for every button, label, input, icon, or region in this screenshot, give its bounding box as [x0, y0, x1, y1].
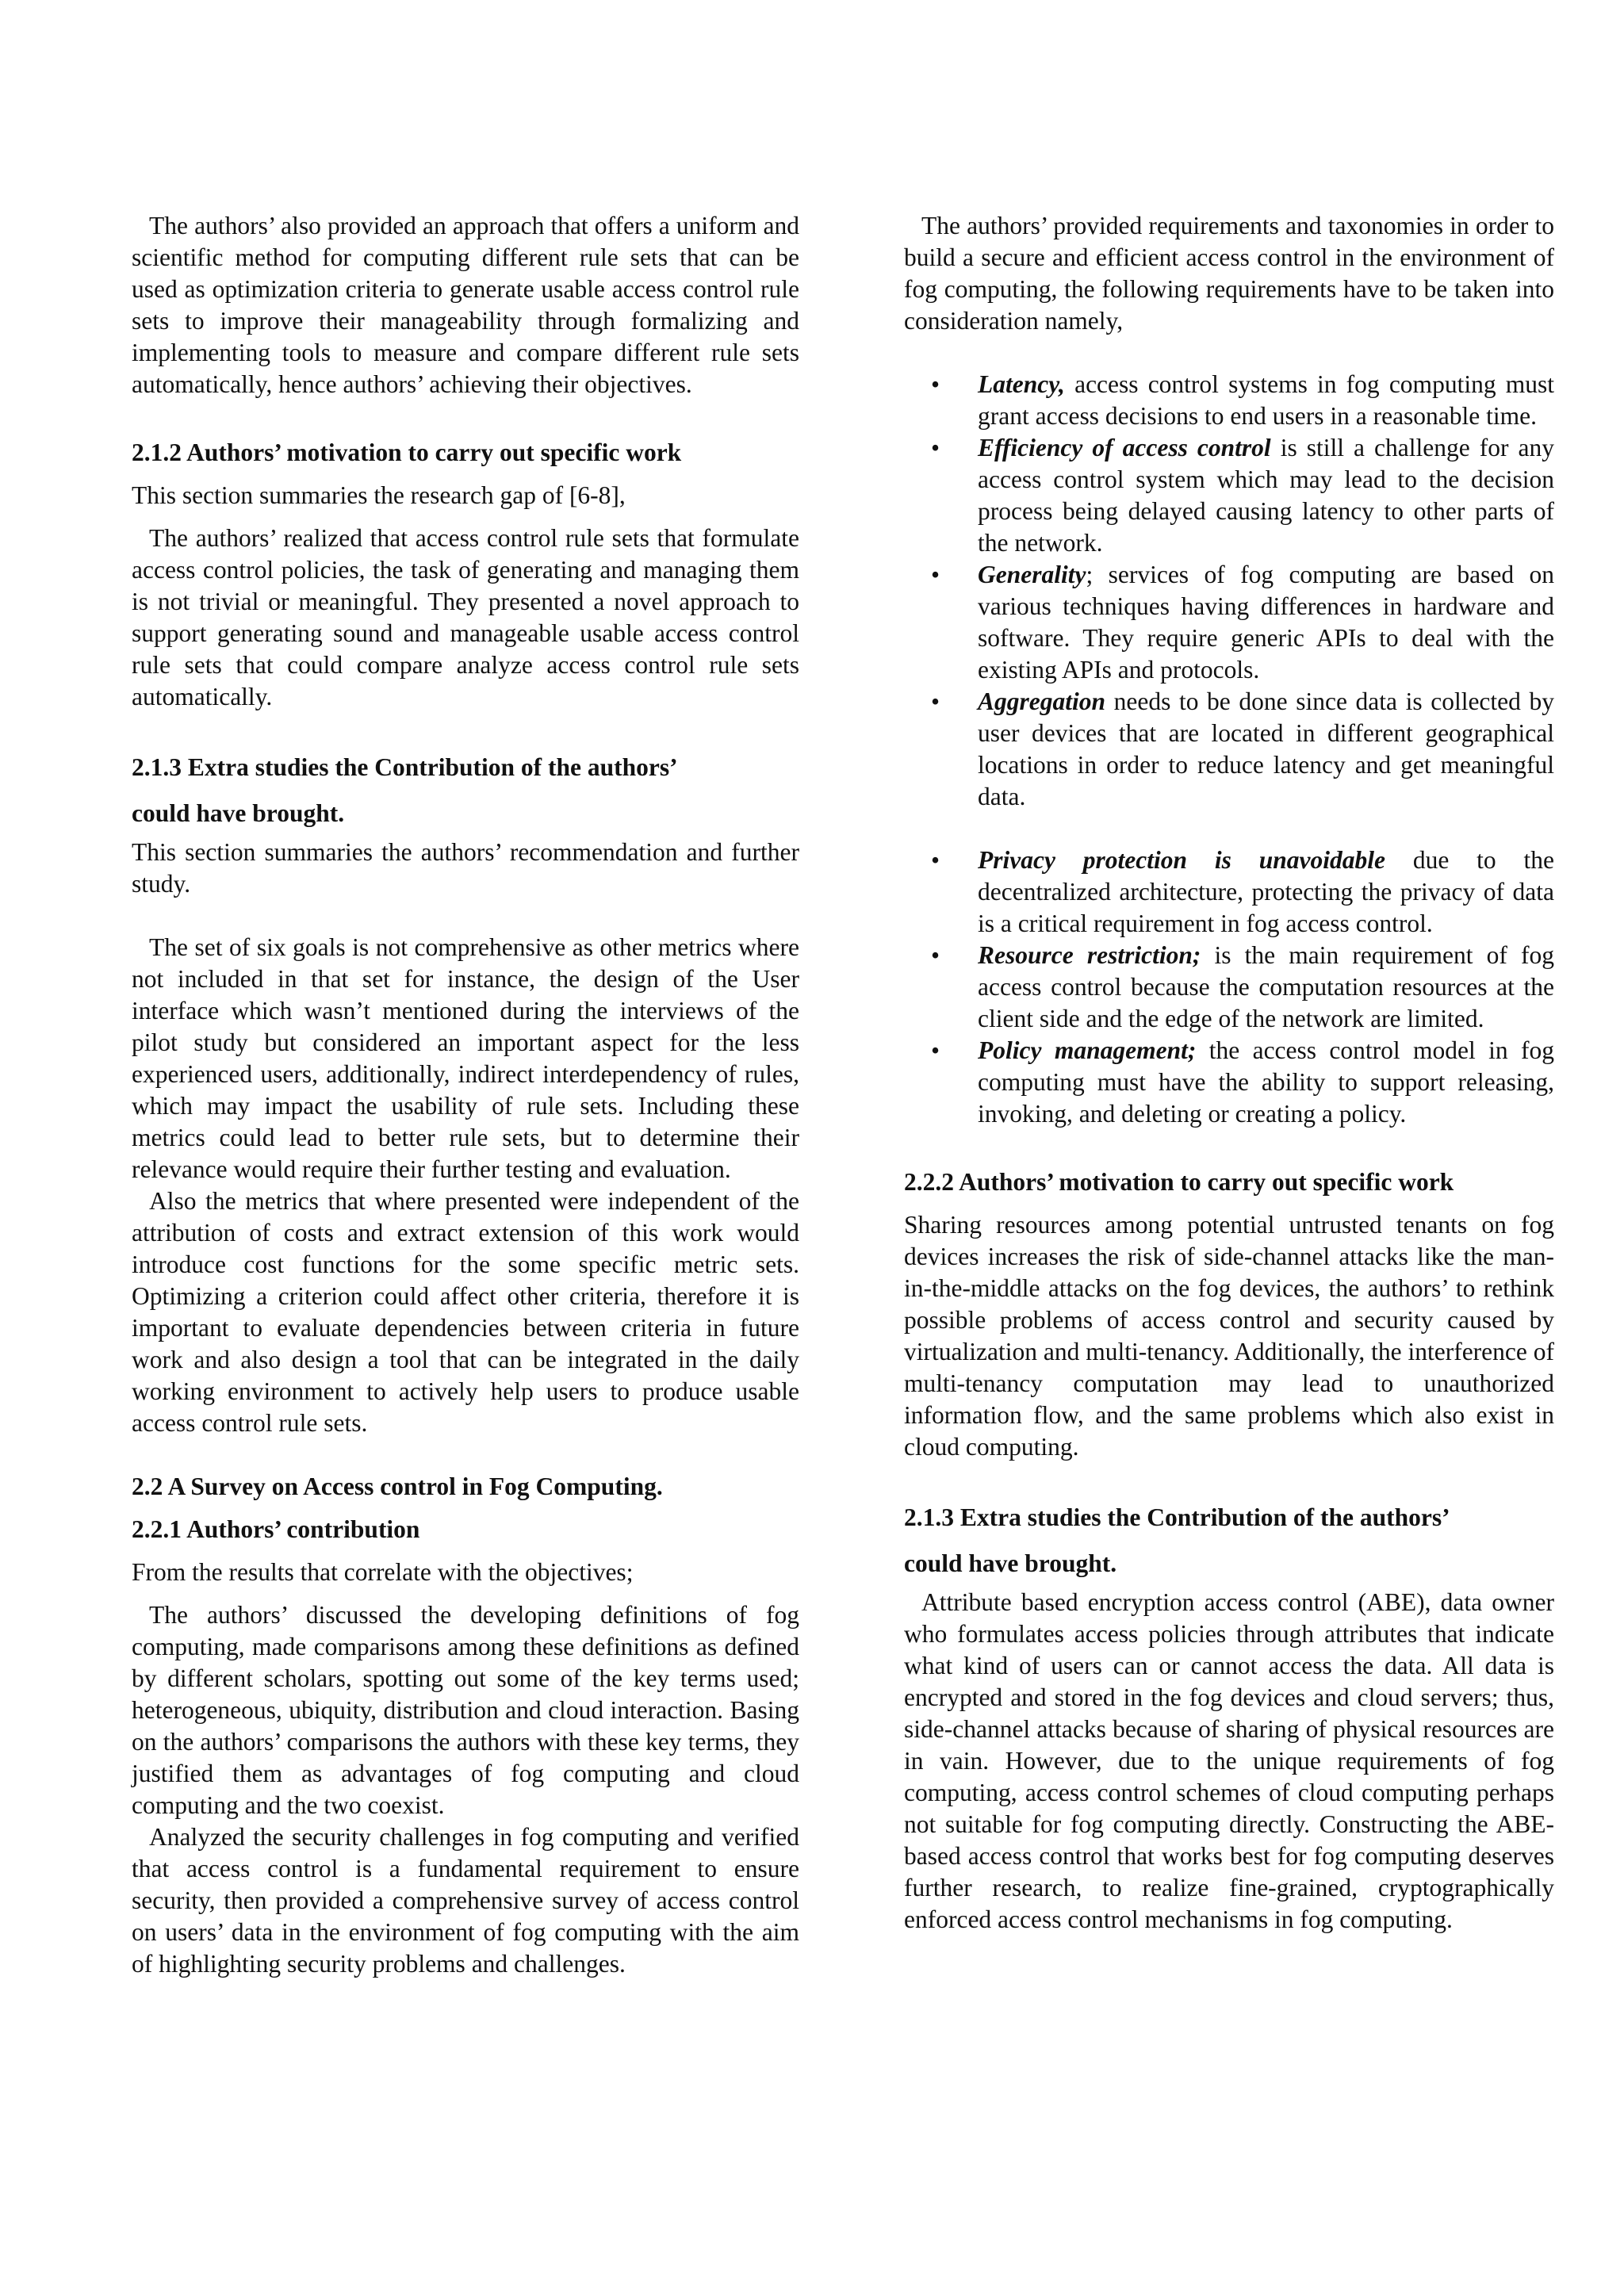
requirement-term: Aggregation [978, 687, 1106, 715]
section-2-1-3-body-2: Also the metrics that where presented were independent of the attribution of costs and extract extension of this work would introduce cost functions for the some specific metric sets. Optimizing a criterion could affect other criteria, therefore it is important to evaluate dependencies between criteria in future work and also design a tool that can be integrated in the daily working environment to actively help users to produce usable access control rule sets. [132, 1187, 799, 1437]
requirements-list-2 [904, 844, 1554, 1130]
section-2-1-2-lead: This section summaries the research gap of [6-8], [132, 481, 626, 509]
section-2-1-3-heading-line1: 2.1.3 Extra studies the Contribution of the authors’ [132, 753, 678, 781]
requirements-list-1 [904, 369, 1554, 813]
requirement-text: is still a challenge for any access control system which may lead to the decision process being delayed causing latency to other parts of the network. [978, 434, 1554, 557]
section-2-1-3-body-1: The set of six goals is not comprehensive as other metrics where not included in that set for instance, the design of the User interface which wasn’t mentioned during the interviews of the pilot study but considered an important aspect for the less experienced users, additionally, indirect interdependency of rules, which may impact the usability of rule sets. Including these metrics could lead to better rule sets, but to determine their relevance would require their further testing and evaluation. [132, 933, 799, 1183]
bullet-icon: • [931, 434, 940, 461]
section-2-2-1-body-1: The authors’ discussed the developing definitions of fog computing, made comparisons among these definitions as defined by different scholars, spotting out some of the key terms used; heterogeneous, ubiquity, distribution and cloud interaction. Basing on the authors’ comparisons the authors with these key terms, they justified them as advantages of fog computing and cloud computing and the two coexist. [132, 1601, 799, 1819]
left-intro-paragraph: The authors’ also provided an approach that offers a uniform and scientific method for computing different rule sets that can be used as optimization criteria to generate usable access control rule sets to improve their manageability through formalizing and implementing tools to measure and compare different rule sets automatically, hence authors’ achieving their objectives. [132, 212, 799, 398]
requirement-term: Resource restriction; [978, 941, 1201, 969]
requirement-item [904, 432, 1554, 559]
requirement-text: access control systems in fog computing must grant access decisions to end users in a reasonable time. [978, 370, 1554, 430]
requirement-text: ; services of fog computing are based on various techniques having differences in hardware and software. They require generic APIs to deal with the existing APIs and protocols. [978, 561, 1554, 684]
section-2-2-1-heading: 2.2.1 Authors’ contribution [132, 1515, 420, 1543]
bullet-icon: • [931, 1036, 940, 1064]
bullet-icon: • [931, 941, 940, 969]
requirement-text: due to the decentralized architecture, protecting the privacy of data is a critical requirement in fog access control. [978, 846, 1554, 937]
requirement-term: Efficiency of access control [978, 434, 1271, 461]
section-2-2-1-lead: From the results that correlate with the objectives; [132, 1558, 634, 1586]
requirement-text: needs to be done since data is collected by user devices that are located in different geographical locations in order to reduce latency and get meaningful data. [978, 687, 1554, 810]
bullet-icon: • [931, 846, 940, 874]
requirement-term: Policy management; [978, 1036, 1197, 1064]
requirement-term: Generality [978, 561, 1086, 588]
requirement-text: the access control model in fog computing must have the ability to support releasing, invoking, and deleting or creating a policy. [978, 1036, 1554, 1128]
section-2-1-3-lead: This section summaries the authors’ recommendation and further study. [132, 838, 799, 898]
bullet-icon: • [931, 370, 940, 398]
section-2-1-3b-heading-line1: 2.1.3 Extra studies the Contribution of the authors’ [904, 1503, 1450, 1531]
bullet-icon: • [931, 687, 940, 715]
requirement-item [904, 559, 1554, 686]
requirement-item [904, 369, 1554, 432]
section-2-1-3b-heading-line2: could have brought. [904, 1549, 1117, 1577]
requirement-item [904, 844, 1554, 940]
section-2-1-2-heading: 2.1.2 Authors’ motivation to carry out specific work [132, 439, 682, 466]
right-intro-paragraph: The authors’ provided requirements and taxonomies in order to build a secure and efficient access control in the environment of fog computing, the following requirements have to be taken into consideration namely, [904, 212, 1554, 335]
requirement-item [904, 1035, 1554, 1130]
requirement-term: Latency, [978, 370, 1065, 398]
section-2-1-2-body: The authors’ realized that access control rule sets that formulate access control policies, the task of generating and managing them is not trivial or meaningful. They presented a novel approach to support generating sound and manageable usable access control rule sets that could compare analyze access control rule sets automatically. [132, 524, 799, 710]
section-2-2-2-heading: 2.2.2 Authors’ motivation to carry out specific work [904, 1168, 1454, 1196]
requirement-text: is the main requirement of fog access control because the computation resources at the client side and the edge of the network are limited. [978, 941, 1554, 1032]
requirement-item [904, 686, 1554, 813]
requirement-item [904, 940, 1554, 1035]
requirement-term: Privacy protection is unavoidable [978, 846, 1385, 874]
left-column [132, 210, 799, 1980]
section-2-1-3b-body: Attribute based encryption access control (ABE), data owner who formulates access policies through attributes that indicate what kind of users can or cannot access the data. All data is encrypted and stored in the fog devices and cloud servers; thus, side-channel attacks because of sharing of physical resources are in vain. However, due to the unique requirements of fog computing, access control schemes of cloud computing perhaps not suitable for fog computing directly. Constructing the ABE-based access control that works best for fog computing deserves further research, to realize fine-grained, cryptographically enforced access control mechanisms in fog computing. [904, 1588, 1554, 1933]
section-2-1-3-heading-line2: could have brought. [132, 799, 345, 827]
right-column [904, 210, 1554, 1936]
section-2-2-2-body: Sharing resources among potential untrusted tenants on fog devices increases the risk of side-channel attacks like the man-in-the-middle attacks on the fog devices, the authors’ to rethink possible problems of access control and security caused by virtualization and multi-tenancy. Additionally, the interference of multi-tenancy computation may lead to unauthorized information flow, and the same problems which also exist in cloud computing. [904, 1211, 1554, 1461]
bullet-icon: • [931, 561, 940, 588]
section-2-2-1-body-2: Analyzed the security challenges in fog computing and verified that access control is a fundamental requirement to ensure security, then provided a comprehensive survey of access control on users’ data in the environment of fog computing with the aim of highlighting security problems and challenges. [132, 1823, 799, 1978]
section-2-2-heading: 2.2 A Survey on Access control in Fog Computing. [132, 1473, 663, 1500]
